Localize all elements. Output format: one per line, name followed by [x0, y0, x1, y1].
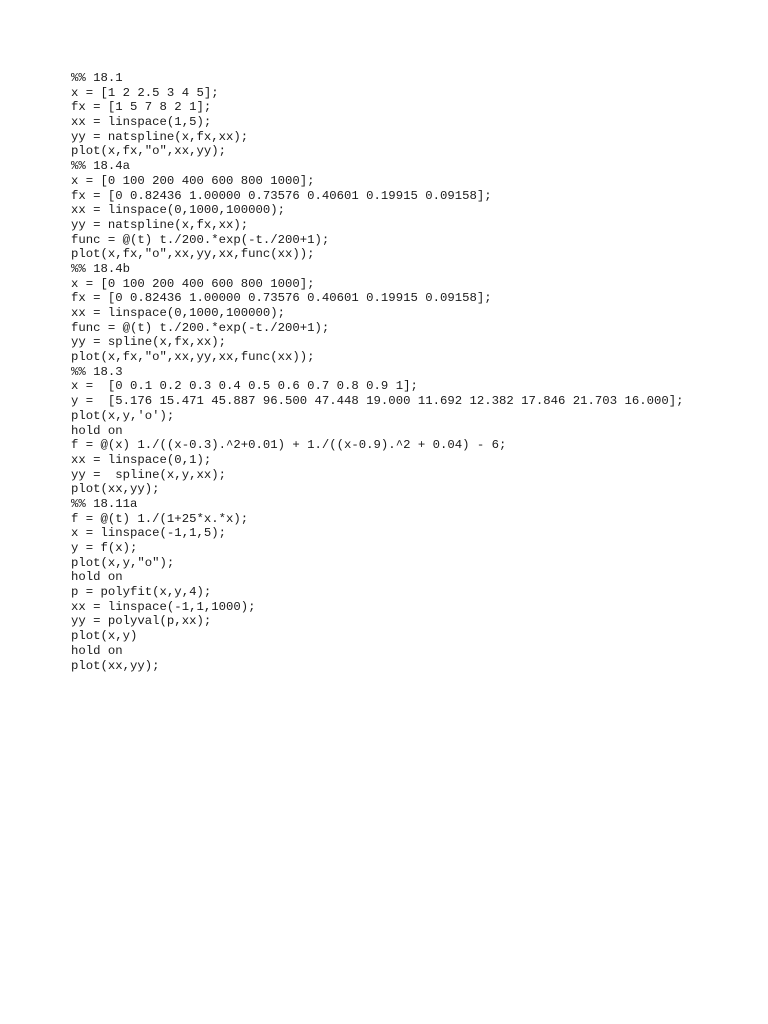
code-line-section-18-4a: %% 18.4a — [71, 159, 131, 174]
code-line: fx = [0 0.82436 1.00000 0.73576 0.40601 0.19915 0.09158]; — [71, 188, 492, 203]
code-line: func = @(t) t./200.*exp(-t./200+1); — [71, 320, 330, 335]
code-line: x = [0 100 200 400 600 800 1000]; — [71, 276, 315, 291]
code-line: xx = linspace(0,1000,100000); — [71, 306, 286, 320]
code-line: x = [1 2 2.5 3 4 5]; — [71, 85, 219, 100]
code-line: plot(x,y,'o'); — [71, 408, 175, 423]
code-line: hold on — [71, 570, 123, 585]
code-line: x = linspace(-1,1,5); — [71, 526, 226, 541]
code-line: x = [0 100 200 400 600 800 1000]; — [71, 173, 315, 188]
code-line: x = [0 0.1 0.2 0.3 0.4 0.5 0.6 0.7 0.8 0.9 1]; — [71, 379, 418, 394]
code-line: y = [5.176 15.471 45.887 96.500 47.448 19.000 11.692 12.382 17.846 21.703 16.000]; — [71, 394, 684, 409]
code-line: plot(x,fx,"o",xx,yy); — [71, 144, 226, 159]
code-line: plot(x,fx,"o",xx,yy,xx,func(xx)); — [71, 247, 315, 262]
code-line: yy = polyval(p,xx); — [71, 614, 212, 629]
code-line: yy = spline(x,y,xx); — [71, 467, 226, 482]
code-line-section-18-1: %% 18.1 — [71, 71, 123, 85]
code-line: f = @(t) 1./(1+25*x.*x); — [71, 511, 249, 526]
code-line: yy = natspline(x,fx,xx); — [71, 217, 249, 232]
code-line: xx = linspace(-1,1,1000); — [71, 599, 256, 614]
code-line: xx = linspace(0,1000,100000); — [71, 203, 286, 218]
code-line: func = @(t) t./200.*exp(-t./200+1); — [71, 232, 330, 247]
code-line: plot(x,y,"o"); — [71, 555, 175, 570]
code-line: yy = natspline(x,fx,xx); — [71, 129, 249, 144]
code-line-section-18-11a: %% 18.11a — [71, 496, 138, 511]
code-line: plot(xx,yy); — [71, 482, 160, 497]
code-line-section-18-3: %% 18.3 — [71, 364, 123, 379]
code-line: f = @(x) 1./((x-0.3).^2+0.01) + 1./((x-0.9).^2 + 0.04) - 6; — [71, 438, 507, 453]
code-listing — [71, 71, 684, 673]
code-line: xx = linspace(0,1); — [71, 452, 212, 467]
code-line: fx = [0 0.82436 1.00000 0.73576 0.40601 0.19915 0.09158]; — [71, 291, 492, 306]
code-line: p = polyfit(x,y,4); — [71, 585, 212, 600]
code-line: hold on — [71, 643, 123, 658]
code-line: plot(x,fx,"o",xx,yy,xx,func(xx)); — [71, 350, 315, 365]
code-line: xx = linspace(1,5); — [71, 115, 212, 130]
code-line: hold on — [71, 423, 123, 438]
code-line: plot(xx,yy); — [71, 658, 160, 673]
code-line: y = f(x); — [71, 541, 138, 555]
code-line-section-18-4b: %% 18.4b — [71, 261, 131, 276]
code-line: fx = [1 5 7 8 2 1]; — [71, 100, 212, 115]
code-line: plot(x,y) — [71, 629, 138, 644]
code-line: yy = spline(x,fx,xx); — [71, 335, 226, 350]
